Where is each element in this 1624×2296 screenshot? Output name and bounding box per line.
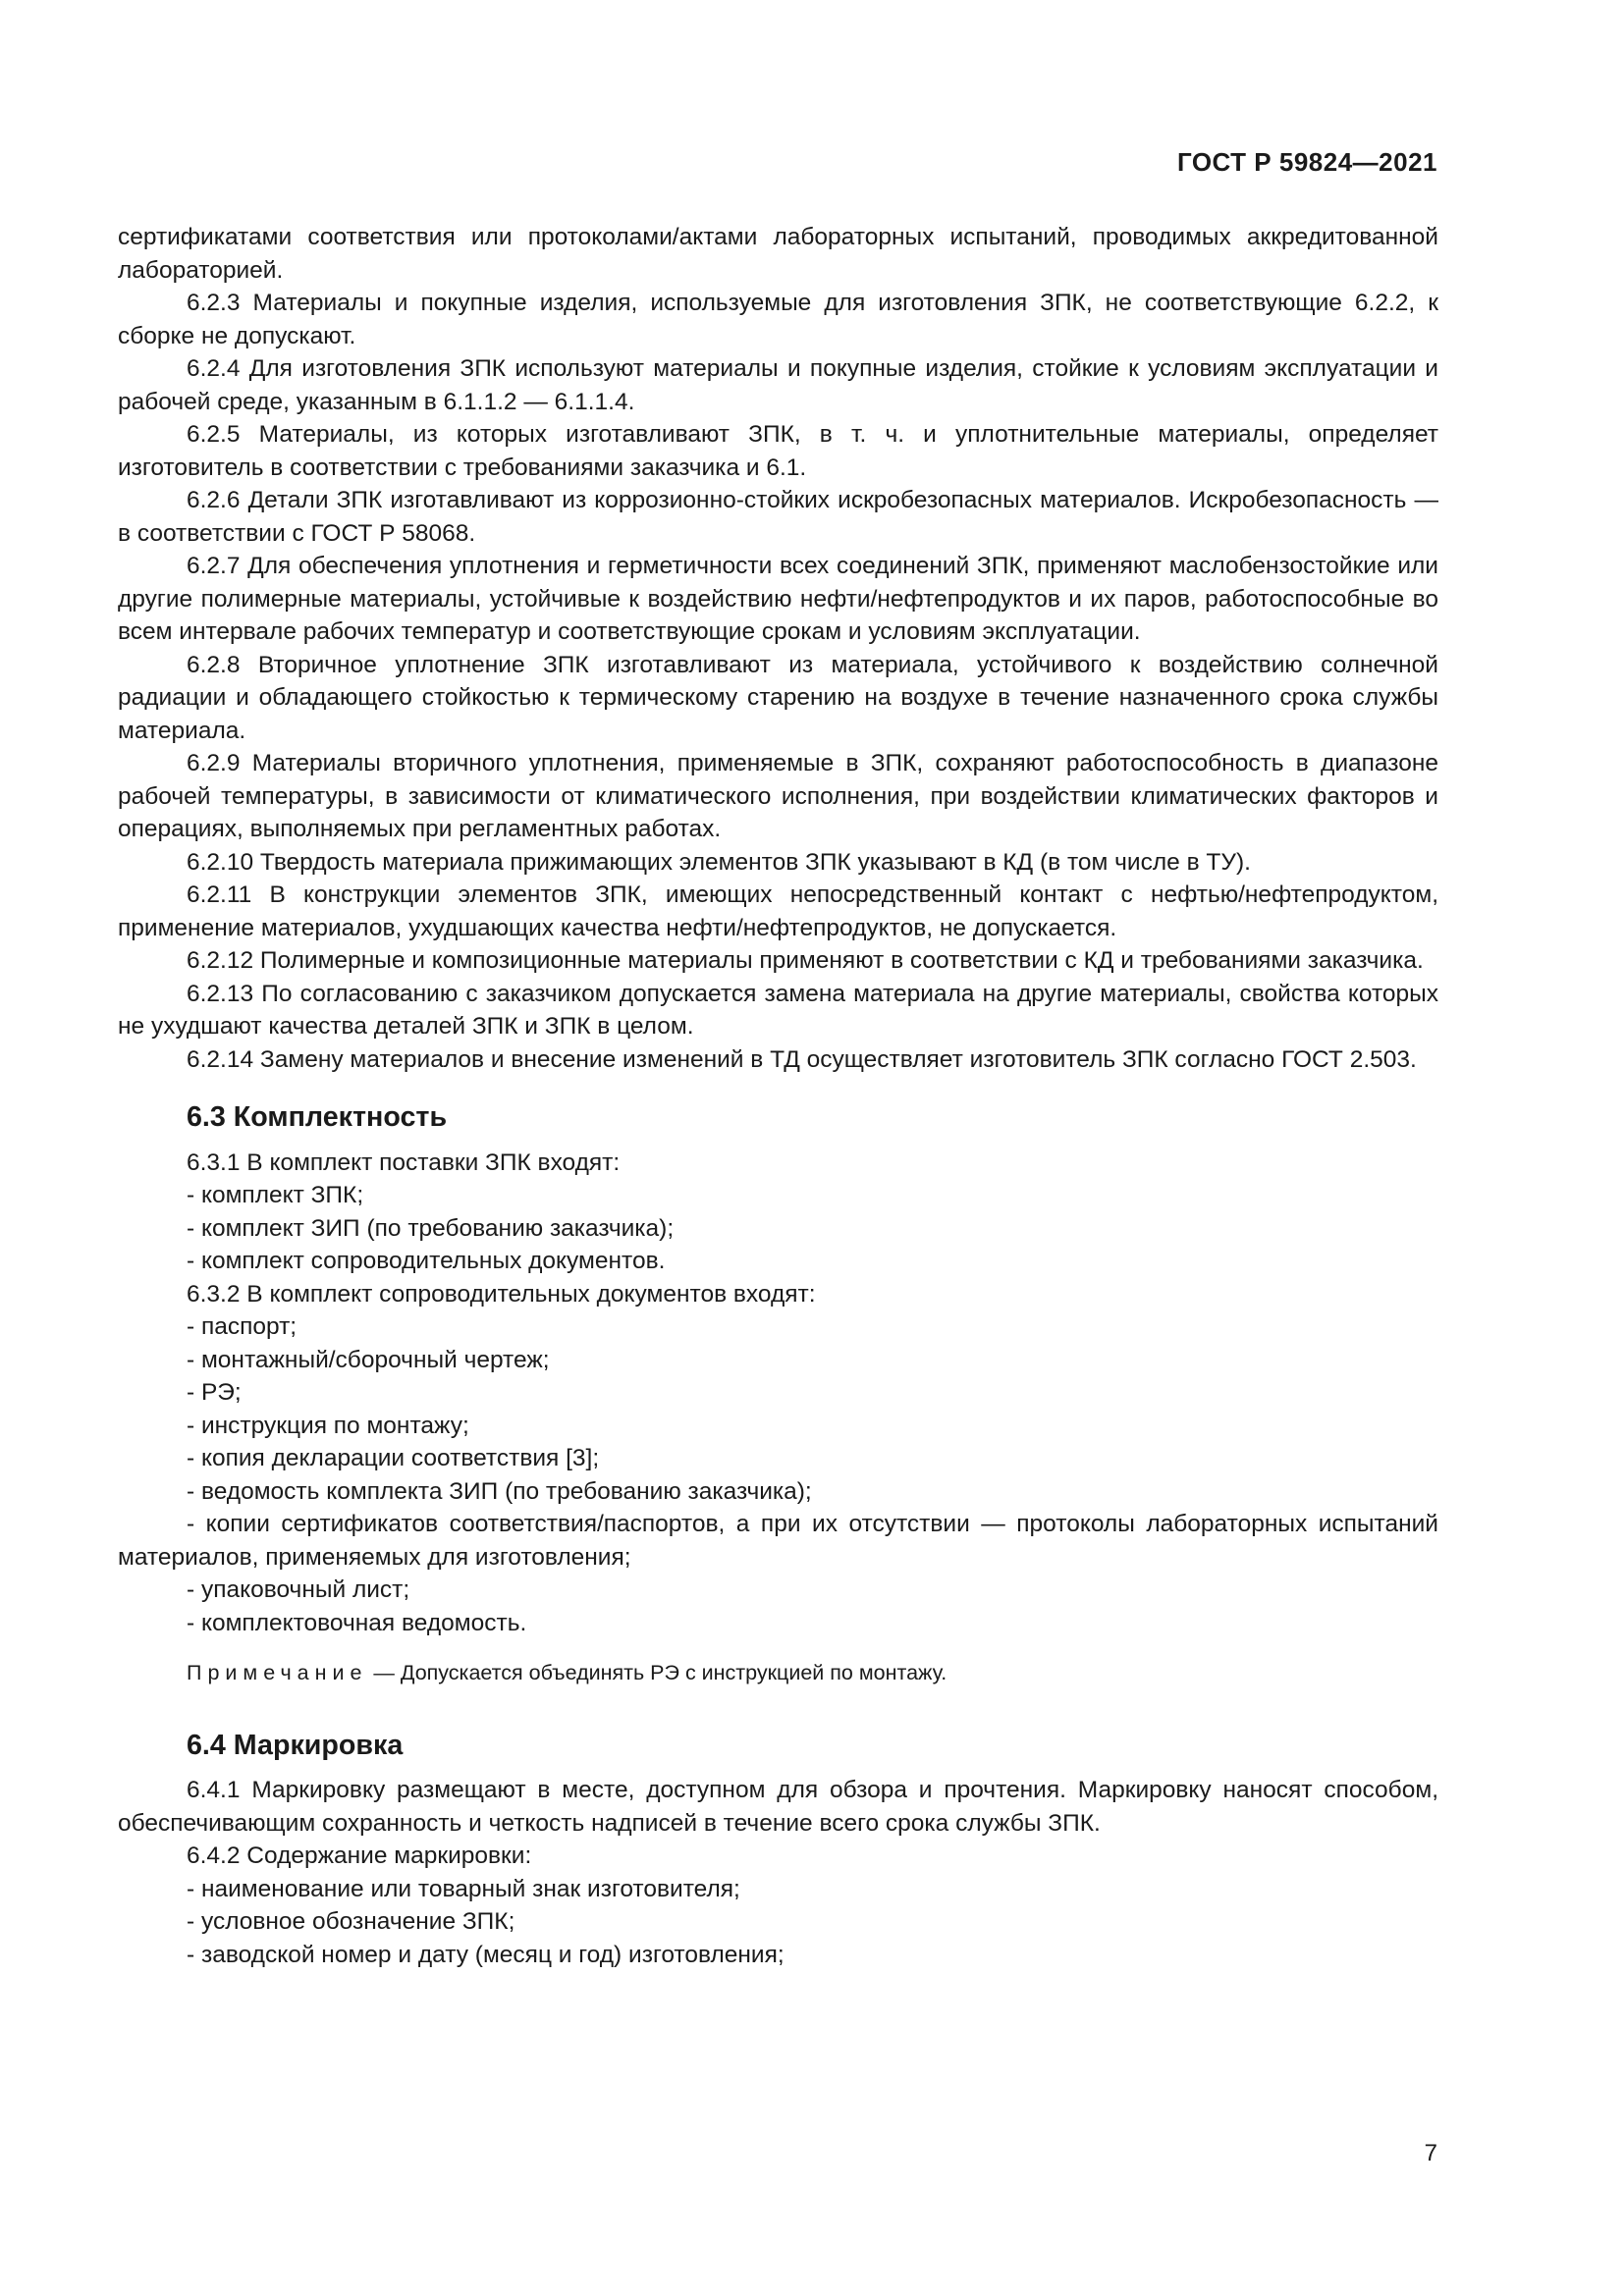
paragraph-6-2-14: 6.2.14 Замену материалов и внесение изменений в ТД осуществляет изготовитель ЗПК согласно ГОСТ 2.503. <box>187 1045 1417 1073</box>
section-heading-6-3: 6.3 Комплектность <box>187 1101 448 1133</box>
paragraph-6-2-12: 6.2.12 Полимерные и композиционные материалы применяют в соответствии с КД и требованиями заказчика. <box>187 947 1424 974</box>
list-item: - комплект ЗПК; <box>187 1182 364 1208</box>
paragraph-6-2-13: 6.2.13 По согласованию с заказчиком допускается замена материала на другие материалы, свойства которых не ухудшают качества деталей ЗПК и ЗПК в целом. <box>118 980 1438 1040</box>
document-body <box>118 221 1438 1971</box>
paragraph-6-2-3: 6.2.3 Материалы и покупные изделия, используемые для изготовления ЗПК, не соответствующие 6.2.2, к сборке не допускают. <box>118 290 1438 349</box>
paragraph-6-2-7: 6.2.7 Для обеспечения уплотнения и герметичности всех соединений ЗПК, применяют маслобензостойкие или другие полимерные материалы, устойчивые к воздействию нефти/нефтепродуктов и их паров, работоспособные во всем интервале рабочих температур и соответствующие срокам и условиям эксплуатации. <box>118 553 1438 645</box>
list-item: - паспорт; <box>187 1313 298 1340</box>
note-label: Примечание <box>187 1661 368 1684</box>
list-item: - инструкция по монтажу; <box>187 1412 469 1439</box>
paragraph-6-4-1: 6.4.1 Маркировку размещают в месте, доступном для обзора и прочтения. Маркировку наносят способом, обеспечивающим сохранность и четкость надписей в течение всего срока службы ЗПК. <box>118 1777 1438 1837</box>
section-heading-6-4: 6.4 Маркировка <box>187 1729 404 1761</box>
list-item: 6.4.2 Содержание маркировки: <box>187 1842 532 1869</box>
paragraph-continuation: сертификатами соответствия или протоколами/актами лабораторных испытаний, проводимых аккредитованной лабораторией. <box>118 224 1438 284</box>
document-number: ГОСТ Р 59824—2021 <box>1176 147 1437 177</box>
list-item: - копия декларации соответствия [3]; <box>187 1445 600 1471</box>
note <box>187 1657 1438 1690</box>
paragraph-6-2-5: 6.2.5 Материалы, из которых изготавливают ЗПК, в т. ч. и уплотнительные материалы, определяет изготовитель в соответствии с требованиями заказчика и 6.1. <box>118 421 1438 481</box>
list-item: - упаковочный лист; <box>187 1576 410 1603</box>
list-item: - комплект сопроводительных документов. <box>187 1248 666 1274</box>
list-item: - наименование или товарный знак изготовителя; <box>187 1875 740 1902</box>
paragraph-6-2-6: 6.2.6 Детали ЗПК изготавливают из коррозионно-стойких искробезопасных материалов. Искробезопасность — в соответствии с ГОСТ Р 58068. <box>118 487 1438 547</box>
page-number: 7 <box>1424 2140 1437 2166</box>
list-item: 6.3.2 В комплект сопроводительных документов входят: <box>187 1280 816 1308</box>
list-item: - ведомость комплекта ЗИП (по требованию заказчика); <box>187 1477 812 1505</box>
list-item-wrapped: - копии сертификатов соответствия/паспортов, а при их отсутствии — протоколы лабораторных испытаний материалов, применяемых для изготовления; <box>118 1511 1438 1571</box>
list-item: - условное обозначение ЗПК; <box>187 1908 515 1935</box>
paragraph-6-2-10: 6.2.10 Твердость материала прижимающих элементов ЗПК указывают в КД (в том числе в ТУ). <box>187 848 1251 876</box>
paragraph-6-2-4: 6.2.4 Для изготовления ЗПК используют материалы и покупные изделия, стойкие к условиям эксплуатации и рабочей среде, указанным в 6.1.1.2 — 6.1.1.4. <box>118 355 1438 415</box>
list-item: - РЭ; <box>187 1379 242 1406</box>
paragraph-6-2-11: 6.2.11 В конструкции элементов ЗПК, имеющих непосредственный контакт с нефтью/нефтепродуктом, применение материалов, ухудшающих качества нефти/нефтепродуктов, не допускается. <box>118 881 1438 941</box>
list-item: - заводской номер и дату (месяц и год) изготовления; <box>187 1941 785 1968</box>
paragraph-6-2-8: 6.2.8 Вторичное уплотнение ЗПК изготавливают из материала, устойчивого к воздействию солнечной радиации и обладающего стойкостью к термическому старению на воздухе в течение назначенного срока службы материала. <box>118 651 1438 744</box>
list-item: - комплектовочная ведомость. <box>187 1609 527 1636</box>
list-item: - монтажный/сборочный чертеж; <box>187 1346 550 1373</box>
note-text: — Допускается объединять РЭ с инструкцией по монтажу. <box>367 1661 947 1684</box>
list-item: 6.3.1 В комплект поставки ЗПК входят: <box>187 1148 621 1176</box>
paragraph-6-2-9: 6.2.9 Материалы вторичного уплотнения, применяемые в ЗПК, сохраняют работоспособность в диапазоне рабочей температуры, в зависимости от климатического исполнения, при воздействии климатических факторов и операциях, выполняемых при регламентных работах. <box>118 750 1438 842</box>
list-item: - комплект ЗИП (по требованию заказчика); <box>187 1214 675 1242</box>
